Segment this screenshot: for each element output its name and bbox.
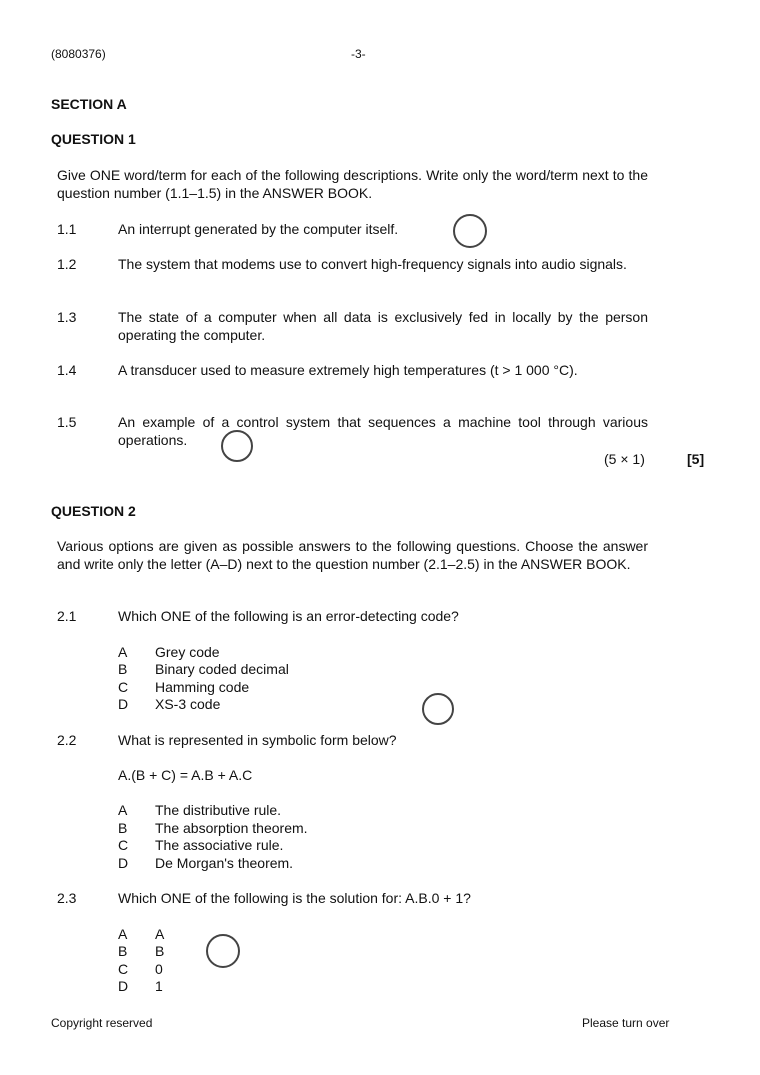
question-1-instruction: Give ONE word/term for each of the following descriptions. Write only the word/term next to the question number (1.1–1.5) in the ANSWER BOOK. <box>57 167 648 201</box>
item-number-2-2: 2.2 <box>57 732 77 748</box>
expression: A.(B + C) = A.B + A.C <box>118 767 253 783</box>
option-text: B <box>155 943 165 959</box>
option-letter: A <box>118 802 128 818</box>
option-letter: D <box>118 855 129 871</box>
item-number-1-1: 1.1 <box>57 221 77 237</box>
option-letter: B <box>118 943 128 959</box>
punch-hole-circle <box>422 693 454 725</box>
option-letter: A <box>118 926 128 942</box>
footer-turn-over: Please turn over <box>582 1016 670 1030</box>
option-text: XS-3 code <box>155 696 221 712</box>
option-letter: B <box>118 820 128 836</box>
punch-hole-circle <box>206 934 240 968</box>
item-text-1-4: A transducer used to measure extremely high temperatures (t > 1 000 °C). <box>118 362 578 378</box>
option-text: The absorption theorem. <box>155 820 308 836</box>
item-text-1-5: An example of a control system that sequences a machine tool through various operations. <box>118 414 648 448</box>
item-number-2-1: 2.1 <box>57 608 77 624</box>
item-number-2-3: 2.3 <box>57 890 77 906</box>
item-text-1-3: The state of a computer when all data is exclusively fed in locally by the person operating the computer. <box>118 309 648 343</box>
item-text-2-1: Which ONE of the following is an error-detecting code? <box>118 608 459 624</box>
option-text: 1 <box>155 978 163 994</box>
punch-hole-circle <box>221 430 253 462</box>
punch-hole-circle <box>453 214 487 248</box>
item-text-2-3: Which ONE of the following is the solution for: A.B.0 + 1? <box>118 890 471 906</box>
item-number-1-5: 1.5 <box>57 414 77 430</box>
item-number-1-3: 1.3 <box>57 309 77 325</box>
item-text-1-1: An interrupt generated by the computer itself. <box>118 221 399 237</box>
option-text: The associative rule. <box>155 837 284 853</box>
option-letter: D <box>118 978 129 994</box>
page-number: -3- <box>351 47 366 61</box>
option-text: De Morgan's theorem. <box>155 855 294 871</box>
option-text: Binary coded decimal <box>155 661 289 677</box>
question-1-total: [5] <box>687 451 705 467</box>
option-text: Hamming code <box>155 679 250 695</box>
option-letter: D <box>118 696 129 712</box>
item-number-1-2: 1.2 <box>57 256 77 272</box>
item-text-1-2: The system that modems use to convert high-frequency signals into audio signals. <box>118 256 627 272</box>
option-text: A <box>155 926 165 942</box>
question-2-instruction: Various options are given as possible answers to the following questions. Choose the answer and write only the letter (A–D) next to the question number (2.1–2.5) in the ANSWER BOOK. <box>57 538 648 572</box>
item-text-2-2: What is represented in symbolic form below? <box>118 732 397 748</box>
option-letter: C <box>118 679 129 695</box>
footer-copyright: Copyright reserved <box>51 1016 153 1030</box>
option-letter: A <box>118 644 128 660</box>
option-text: The distributive rule. <box>155 802 282 818</box>
question-1-title: QUESTION 1 <box>51 131 136 147</box>
option-text: 0 <box>155 961 163 977</box>
question-1-marks: (5 × 1) <box>604 451 645 467</box>
section-title: SECTION A <box>51 96 127 112</box>
item-number-1-4: 1.4 <box>57 362 77 378</box>
paper-code: (8080376) <box>51 47 106 61</box>
option-text: Grey code <box>155 644 220 660</box>
question-2-title: QUESTION 2 <box>51 503 136 519</box>
option-letter: B <box>118 661 128 677</box>
option-letter: C <box>118 961 129 977</box>
option-letter: C <box>118 837 129 853</box>
